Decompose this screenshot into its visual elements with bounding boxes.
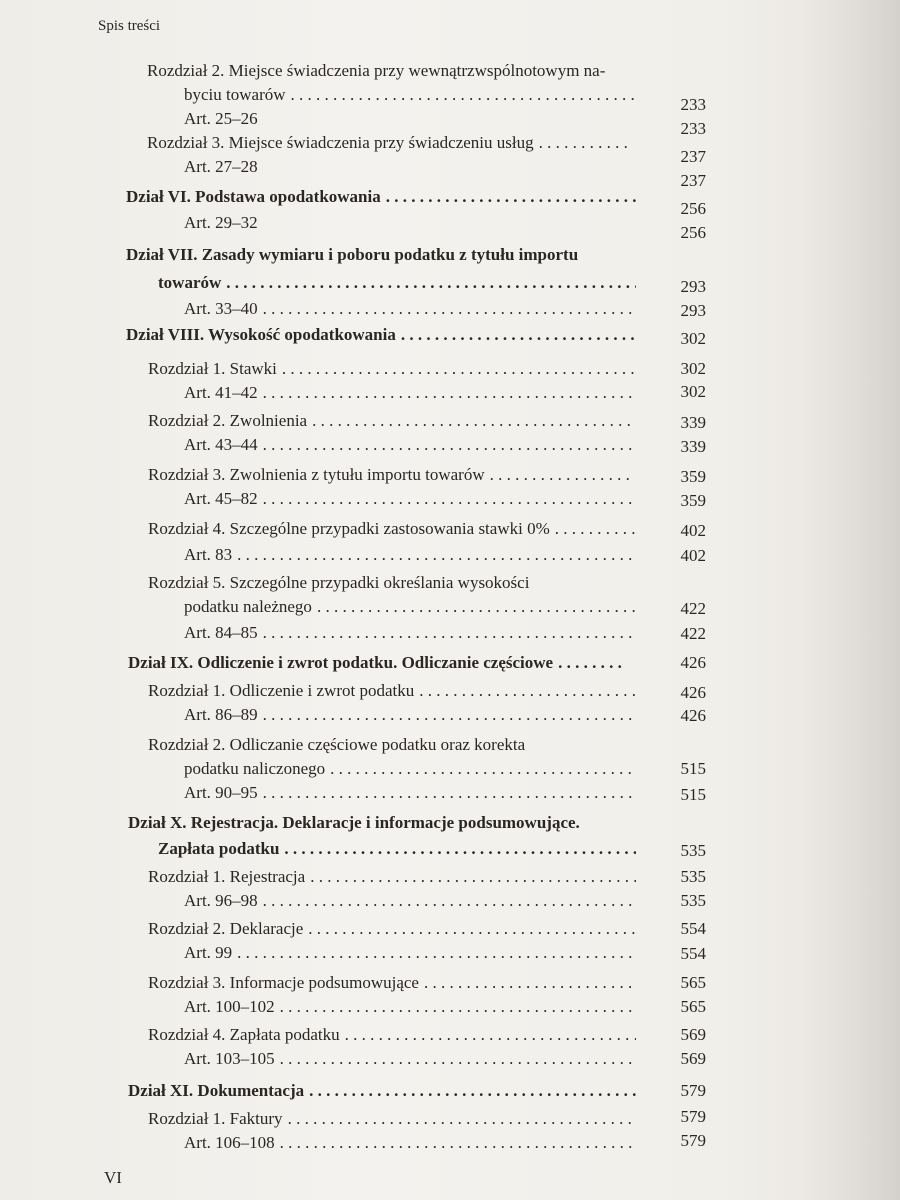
- toc-entry: [148, 358, 636, 380]
- toc-page-number: 256: [680, 223, 706, 242]
- toc-entry-title: Art. 86–89: [184, 705, 258, 724]
- toc-entry-title: Art. 99: [184, 943, 233, 962]
- dot-leader: [226, 272, 636, 294]
- dot-leader: [317, 596, 636, 618]
- toc-page-number: 535: [680, 867, 706, 886]
- toc-page-number: 569: [680, 1049, 706, 1068]
- dot-leader: [401, 324, 636, 346]
- toc-page-number: 359: [680, 467, 706, 486]
- toc-entry: [148, 1108, 636, 1130]
- toc-entry-title: Art. 103–105: [184, 1049, 275, 1068]
- dot-leader: [490, 464, 630, 486]
- toc-page-number: 426: [680, 653, 706, 672]
- toc-entry: [184, 942, 636, 964]
- toc-entry: [128, 652, 626, 674]
- toc-entry-title: Rozdział 2. Odliczanie częściowe podatku oraz korekta: [148, 735, 526, 754]
- toc-entry: [184, 108, 700, 130]
- toc-entry: [184, 1132, 636, 1154]
- toc-page-number: 293: [680, 301, 706, 320]
- dot-leader: [419, 680, 636, 702]
- toc-page-number: 565: [680, 973, 706, 992]
- toc-page-number: 426: [680, 706, 706, 725]
- toc-entry: [184, 996, 636, 1018]
- toc-entry-title: podatku należnego: [184, 597, 312, 616]
- toc-entry-title: Rozdział 3. Miejsce świadczenia przy świadczeniu usług: [147, 133, 534, 152]
- dot-leader: [288, 1108, 636, 1130]
- toc-entry-title: Art. 25–26: [184, 109, 258, 128]
- toc-entry-title: Rozdział 2. Miejsce świadczenia przy wewnątrzwspólnotowym na-: [147, 61, 606, 80]
- toc-entry-title: Dział XI. Dokumentacja: [128, 1081, 305, 1100]
- toc-entry: [184, 544, 636, 566]
- toc-entry-title: podatku naliczonego: [184, 759, 326, 778]
- dot-leader: [280, 1132, 636, 1154]
- toc-entry-title: Art. 90–95: [184, 783, 258, 802]
- dot-leader: [263, 890, 636, 912]
- toc-entry-title: Rozdział 2. Deklaracje: [148, 919, 304, 938]
- page-number: VI: [104, 1168, 122, 1187]
- toc-page-number: 293: [680, 277, 706, 296]
- toc-entry-title: Rozdział 1. Faktury: [148, 1109, 283, 1128]
- toc-page-number: 339: [680, 413, 706, 432]
- toc-entry-title: Rozdział 3. Zwolnienia z tytułu importu towarów: [148, 465, 485, 484]
- toc-entry: [148, 918, 636, 940]
- toc-entry: [184, 382, 636, 404]
- toc-entry-title: Rozdział 1. Stawki: [148, 359, 277, 378]
- dot-leader: [312, 410, 636, 432]
- toc-page-number: 579: [680, 1131, 706, 1150]
- toc-entry: [147, 60, 700, 82]
- toc-page-number: 515: [680, 785, 706, 804]
- dot-leader: [263, 434, 636, 456]
- toc-page-number: 256: [680, 199, 706, 218]
- dot-leader: [291, 84, 636, 106]
- toc-entry: [148, 518, 636, 540]
- toc-entry: [148, 734, 700, 756]
- dot-leader: [282, 358, 636, 380]
- toc-entry: [184, 84, 636, 106]
- dot-leader: [263, 782, 636, 804]
- toc-entry-title: Dział IX. Odliczenie i zwrot podatku. Odliczanie częściowe: [128, 653, 554, 672]
- toc-entry-title: Art. 29–32: [184, 213, 258, 232]
- toc-entry: [128, 812, 700, 834]
- toc-entry-title: Art. 41–42: [184, 383, 258, 402]
- dot-leader: [263, 622, 636, 644]
- toc-page-number: 426: [680, 683, 706, 702]
- toc-entry-title: Rozdział 2. Zwolnienia: [148, 411, 308, 430]
- toc-entry: [184, 890, 636, 912]
- toc-entry: [184, 622, 636, 644]
- toc-entry-title: Rozdział 1. Rejestracja: [148, 867, 306, 886]
- running-head: Spis treści: [98, 18, 161, 34]
- toc-page-number: 402: [680, 521, 706, 540]
- toc-entry: [158, 838, 636, 860]
- toc-entry: [148, 680, 636, 702]
- dot-leader: [280, 996, 636, 1018]
- dot-leader: [424, 972, 636, 994]
- dot-leader: [308, 918, 636, 940]
- toc-page-number: 422: [680, 624, 706, 643]
- dot-leader: [263, 382, 636, 404]
- toc-entry-title: byciu towarów: [184, 85, 286, 104]
- toc-entry: [126, 244, 700, 266]
- dot-leader: [237, 942, 636, 964]
- toc-page-number: 237: [680, 171, 706, 190]
- toc-entry: [126, 324, 636, 346]
- toc-entry: [184, 212, 700, 234]
- toc-page-number: 579: [680, 1107, 706, 1126]
- toc-page-number: 402: [680, 546, 706, 565]
- toc-entry: [184, 1048, 636, 1070]
- toc-page-number: 302: [680, 359, 706, 378]
- toc-entry-title: Art. 106–108: [184, 1133, 275, 1152]
- dot-leader: [280, 1048, 636, 1070]
- dot-leader: [386, 186, 636, 208]
- toc-entry: [184, 156, 700, 178]
- toc-entry: [126, 186, 636, 208]
- dot-leader: [558, 652, 626, 674]
- dot-leader: [237, 544, 636, 566]
- dot-leader: [263, 704, 636, 726]
- toc-entry-title: Art. 45–82: [184, 489, 258, 508]
- toc-entry-title: towarów: [158, 273, 222, 292]
- dot-leader: [345, 1024, 636, 1046]
- toc-entry: [184, 782, 636, 804]
- toc-entry-title: Art. 43–44: [184, 435, 258, 454]
- toc-entry: [128, 1080, 636, 1102]
- dot-leader: [330, 758, 636, 780]
- toc-entry: [184, 434, 636, 456]
- toc-page-number: 535: [680, 841, 706, 860]
- toc-page-number: 302: [680, 329, 706, 348]
- toc-page-number: 515: [680, 759, 706, 778]
- toc-entry-title: Dział VIII. Wysokość opodatkowania: [126, 325, 396, 344]
- toc-entry: [158, 272, 636, 294]
- toc-entry: [184, 488, 636, 510]
- toc-entry-title: Rozdział 5. Szczególne przypadki określania wysokości: [148, 573, 530, 592]
- dot-leader: [309, 1080, 636, 1102]
- toc-entry-title: Rozdział 4. Szczególne przypadki zastosowania stawki 0%: [148, 519, 550, 538]
- dot-leader: [539, 132, 630, 154]
- toc-entry-title: Zapłata podatku: [158, 839, 280, 858]
- toc-entry-title: Art. 83: [184, 545, 233, 564]
- toc-entry: [148, 572, 700, 594]
- toc-page-number: 535: [680, 891, 706, 910]
- dot-leader: [263, 488, 636, 510]
- toc-entry: [148, 972, 636, 994]
- toc-entry: [148, 464, 630, 486]
- toc-entry-title: Art. 96–98: [184, 891, 258, 910]
- toc-entry: [148, 866, 636, 888]
- toc-entry-title: Art. 84–85: [184, 623, 258, 642]
- toc-entry: [147, 132, 630, 154]
- dot-leader: [310, 866, 636, 888]
- toc-page-number: 233: [680, 95, 706, 114]
- toc-page-number: 569: [680, 1025, 706, 1044]
- toc-entry-title: Art. 27–28: [184, 157, 258, 176]
- toc-entry-title: Rozdział 1. Odliczenie i zwrot podatku: [148, 681, 415, 700]
- toc-entry-title: Art. 100–102: [184, 997, 275, 1016]
- dot-leader: [263, 298, 636, 320]
- toc-entry: [148, 410, 636, 432]
- toc-entry: [184, 758, 636, 780]
- toc-entry-title: Dział VI. Podstawa opodatkowania: [126, 187, 381, 206]
- toc-page-number: 359: [680, 491, 706, 510]
- toc-page-number: 237: [680, 147, 706, 166]
- toc-page-number: 339: [680, 437, 706, 456]
- toc-entry-title: Rozdział 4. Zapłata podatku: [148, 1025, 340, 1044]
- toc-entry-title: Dział X. Rejestracja. Deklaracje i informacje podsumowujące.: [128, 813, 580, 832]
- toc-page-number: 302: [680, 382, 706, 401]
- toc-entry-title: Dział VII. Zasady wymiaru i poboru podatku z tytułu importu: [126, 245, 579, 264]
- toc-page-number: 565: [680, 997, 706, 1016]
- toc-entry: [184, 596, 636, 618]
- toc-entry-title: Rozdział 3. Informacje podsumowujące: [148, 973, 419, 992]
- dot-leader: [284, 838, 636, 860]
- toc-page-number: 579: [680, 1081, 706, 1100]
- dot-leader: [555, 518, 636, 540]
- toc-page-number: 233: [680, 119, 706, 138]
- toc-entry: [184, 298, 636, 320]
- toc-entry-title: Art. 33–40: [184, 299, 258, 318]
- toc-page-number: 554: [680, 919, 706, 938]
- toc-page-number: 554: [680, 944, 706, 963]
- toc-entry: [184, 704, 636, 726]
- toc-page-number: 422: [680, 599, 706, 618]
- toc-entry: [148, 1024, 636, 1046]
